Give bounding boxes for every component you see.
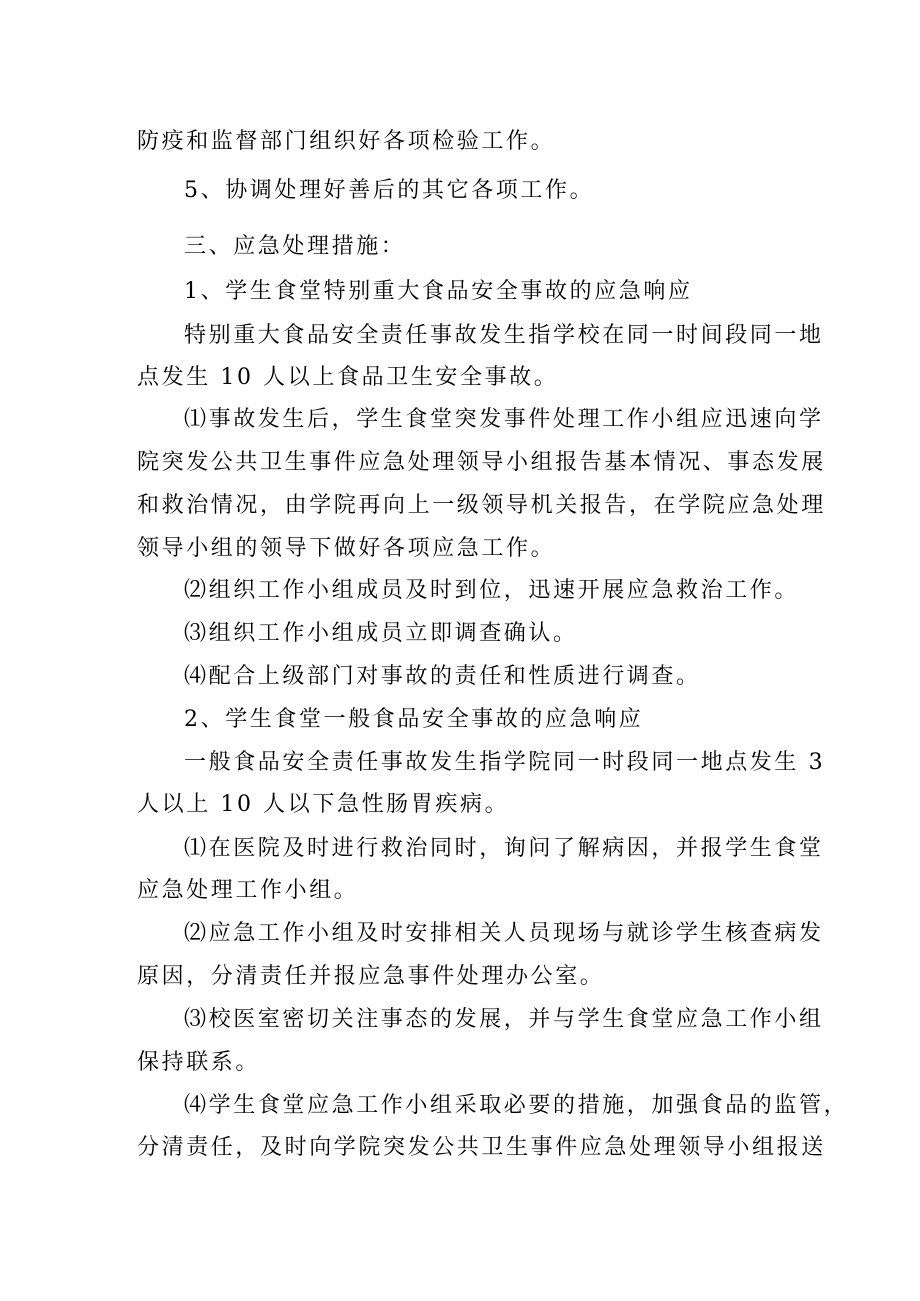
list-item: ⑷配合上级部门对事故的责任和性质进行调查。: [184, 664, 701, 689]
list-item: ⑵组织工作小组成员及时到位，迅速开展应急救治工作。: [184, 578, 800, 603]
subsection-heading: 2、学生食堂一般食品安全事故的应急响应: [184, 707, 644, 732]
text-line: 分清责任，及时向学院突发公共卫生事件应急处理领导小组报送: [137, 1135, 826, 1160]
text-line: 点发生 10 人以上食品卫生安全事故。: [137, 365, 559, 390]
text-line: 原因，分清责任并报应急事件处理办公室。: [137, 964, 605, 989]
text-line: 和救治情况，由学院再向上一级领导机关报告，在学院应急处理: [137, 493, 826, 518]
text-line: 5、协调处理好善后的其它各项工作。: [184, 178, 595, 203]
text-line: 院突发公共卫生事件应急处理领导小组报告基本情况、事态发展: [137, 450, 826, 475]
list-item: ⑴在医院及时进行救治同时，询问了解病因，并报学生食堂: [184, 836, 824, 861]
text-line: ⑴事故发生后，学生食堂突发事件处理工作小组应迅速向学: [184, 407, 824, 432]
list-item: ⑷学生食堂应急工作小组采取必要的措施，加强食品的监管，: [184, 1093, 849, 1118]
subsection-heading: 1、学生食堂特别重大食品安全事故的应急响应: [184, 279, 693, 304]
text-line: 领导小组的领导下做好各项应急工作。: [137, 536, 556, 561]
text-line: 保持联系。: [137, 1050, 261, 1075]
list-item: ⑶组织工作小组成员立即调查确认。: [184, 621, 578, 646]
text-line: 防疫和监督部门组织好各项检验工作。: [137, 129, 556, 154]
list-item: ⑵应急工作小组及时安排相关人员现场与就诊学生核查病发: [184, 921, 824, 946]
text-line: 一般食品安全责任事故发生指学院同一时段同一地点发生 3: [184, 750, 826, 775]
text-line: 特别重大食品安全责任事故发生指学校在同一时间段同一地: [184, 323, 824, 348]
list-item: ⑶校医室密切关注事态的发展，并与学生食堂应急工作小组: [184, 1007, 824, 1032]
text-line: 应急处理工作小组。: [137, 878, 359, 903]
text-line: 人以上 10 人以下急性肠胃疾病。: [137, 792, 510, 817]
section-heading: 三、应急处理措施：: [184, 234, 406, 259]
